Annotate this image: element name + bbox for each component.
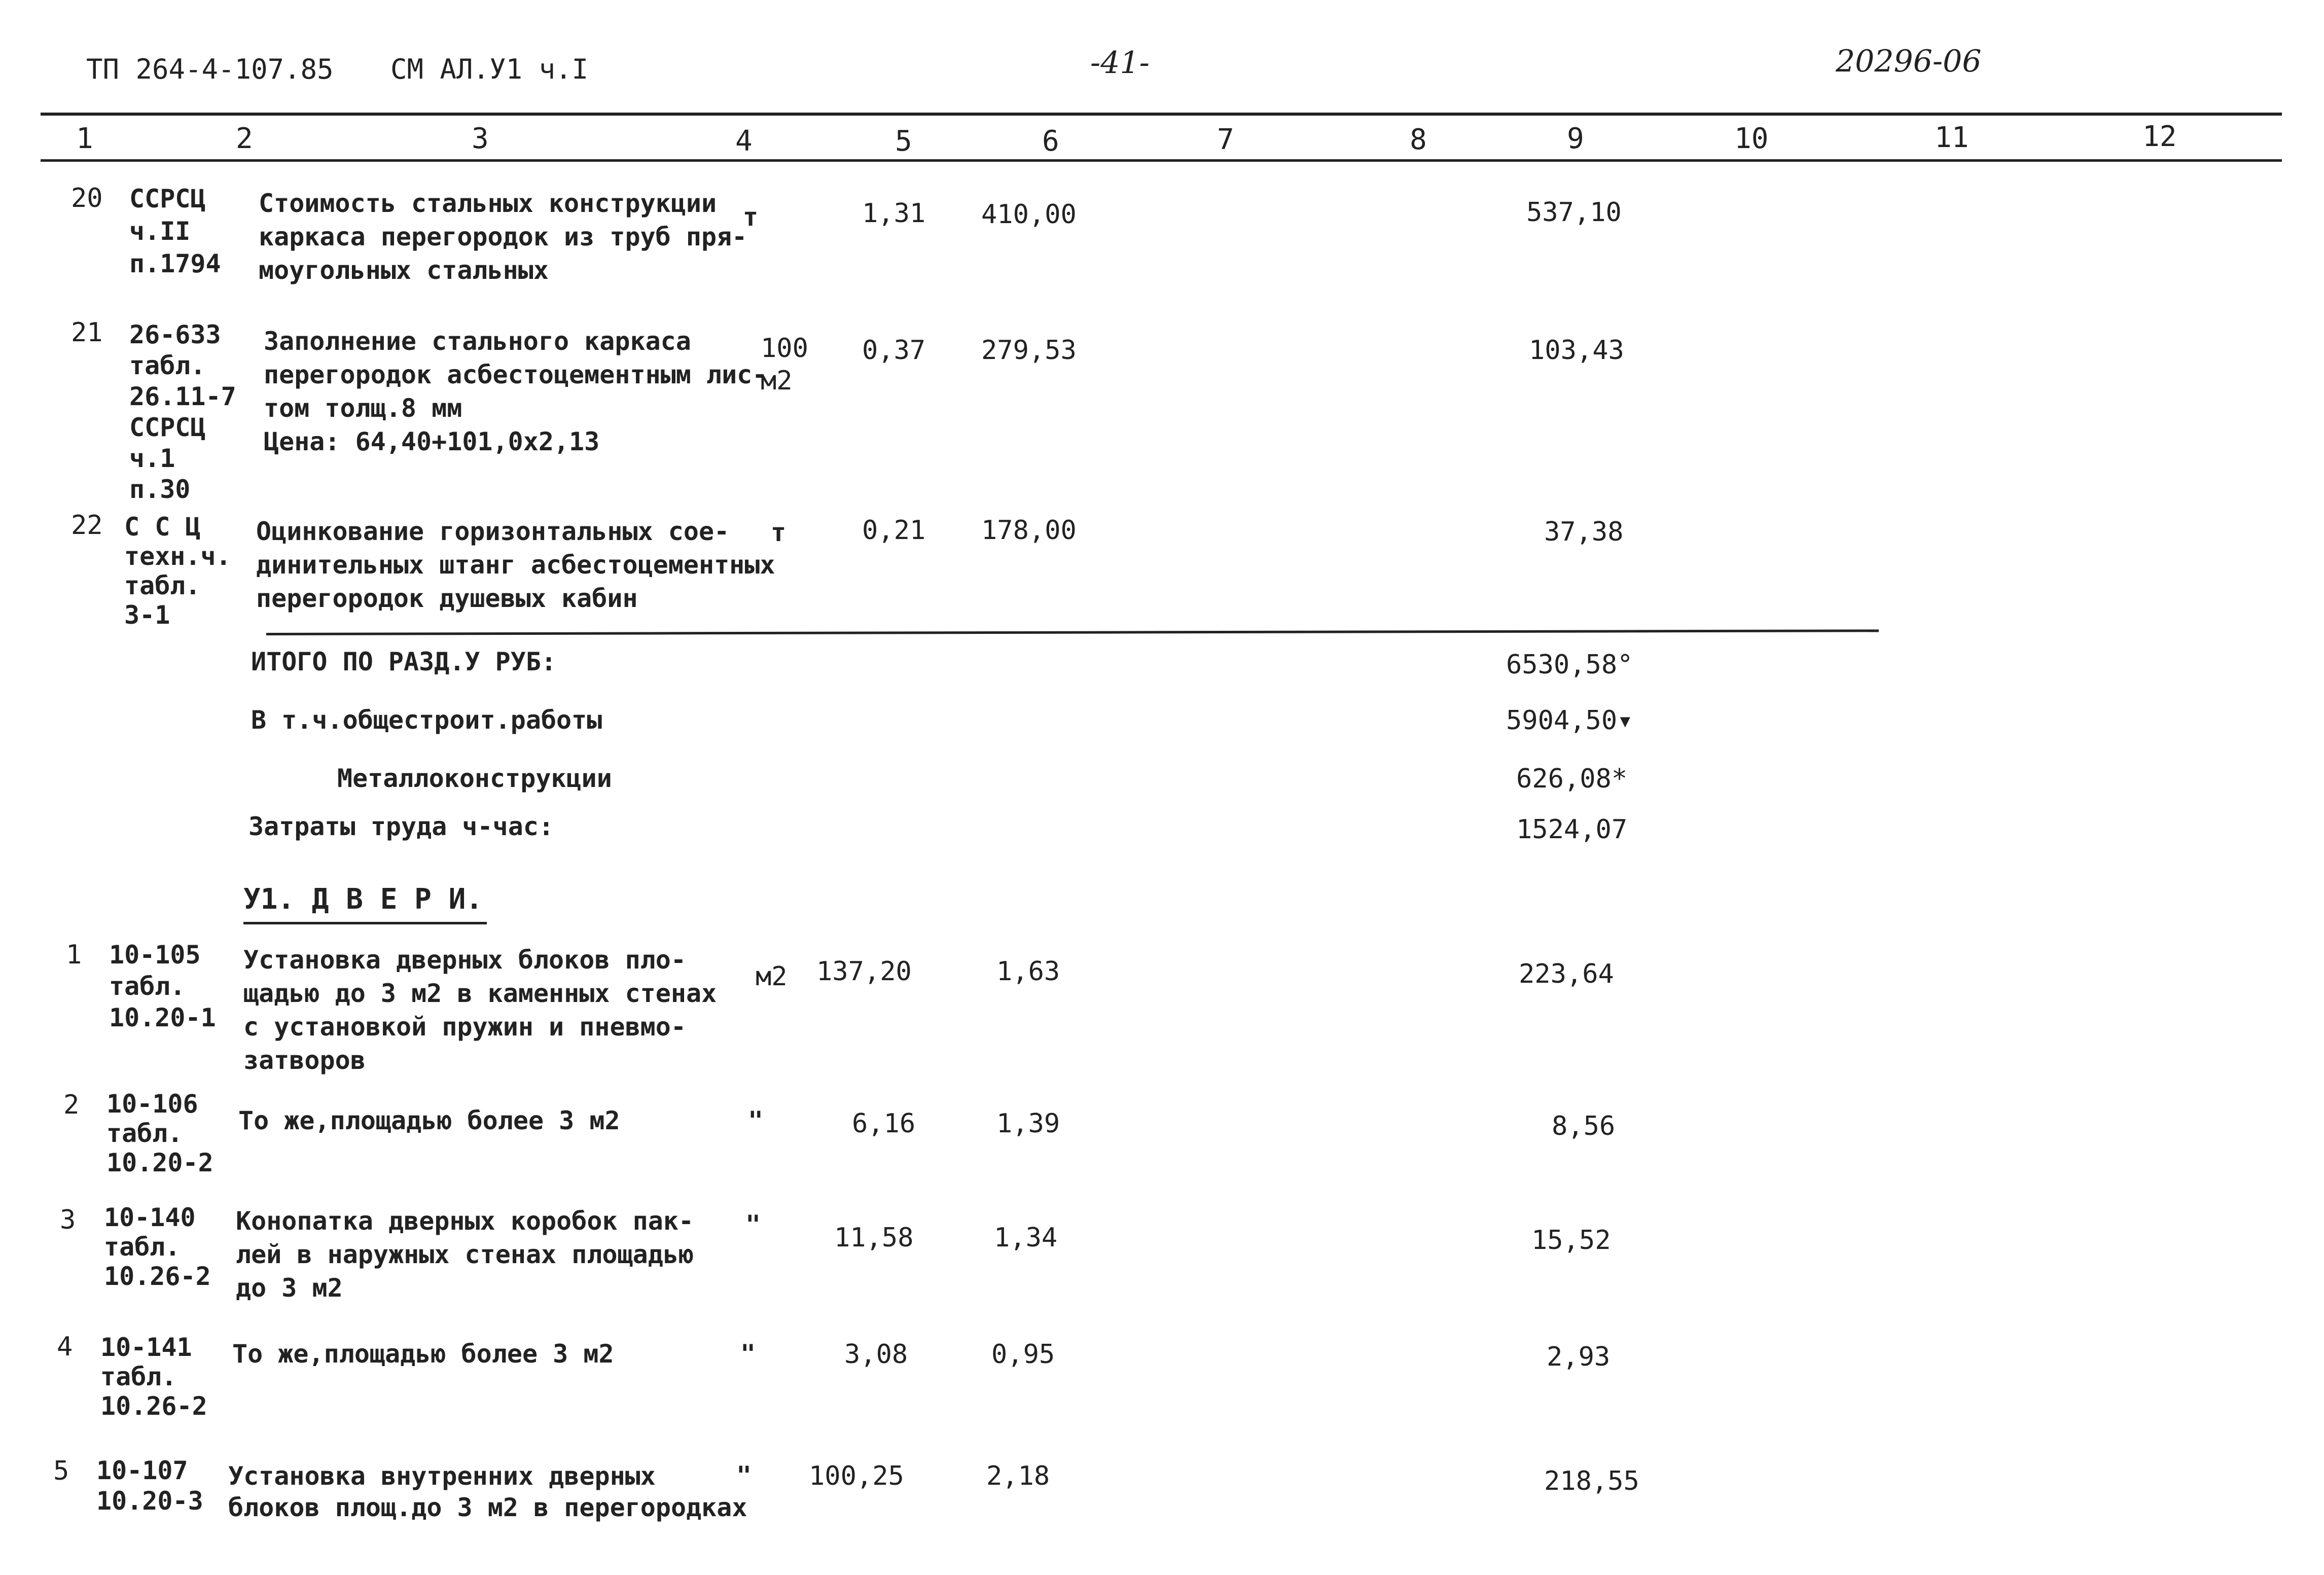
desc-line: То же,площадью более 3 м2 <box>238 1106 620 1135</box>
desc-line: Стоимость стальных конструкции <box>259 189 717 218</box>
desc-line: щадью до 3 м2 в каменных стенах <box>243 979 717 1008</box>
unit-price: 410,00 <box>981 199 1077 230</box>
code-line: ССРСЦ <box>129 184 206 213</box>
unit: т <box>771 518 786 547</box>
column-number: 4 <box>735 125 753 158</box>
row-number: 20 <box>71 183 103 213</box>
total: 37,38 <box>1544 517 1624 547</box>
item-description <box>236 1204 694 1305</box>
code-line: 10.26-2 <box>100 1391 207 1421</box>
code-line: ССРСЦ <box>129 413 206 442</box>
quantity: 11,58 <box>834 1223 914 1253</box>
column-number: 7 <box>1217 123 1234 156</box>
desc-line: затворов <box>243 1046 366 1075</box>
unit: 100 м2 <box>761 333 808 396</box>
desc-line: Конопатка дверных коробок пак- <box>236 1206 694 1236</box>
norm-code <box>124 512 231 630</box>
norm-code <box>109 939 216 1033</box>
summary-label: Металлоконструкции <box>337 764 612 793</box>
section-title: У1. Д В Е Р И. <box>243 883 483 916</box>
code-line: ч.II <box>129 217 191 246</box>
total: 218,55 <box>1544 1466 1639 1496</box>
code-line: 10.20-1 <box>109 1003 216 1032</box>
quantity: 3,08 <box>844 1339 908 1370</box>
row-number: 22 <box>71 510 103 541</box>
item-description <box>256 515 775 615</box>
code-line: табл. <box>109 972 186 1001</box>
row-number: 5 <box>53 1456 69 1486</box>
unit-ditto: " <box>736 1461 752 1490</box>
code-line: 3-1 <box>124 600 170 630</box>
code-line: ч.1 <box>129 444 175 473</box>
quantity: 0,37 <box>862 335 926 366</box>
desc-line: Заполнение стального каркаса <box>264 327 691 356</box>
desc-line: с установкой пружин и пневмо- <box>243 1012 686 1042</box>
unit-price: 279,53 <box>981 335 1077 366</box>
code-line: табл. <box>129 351 206 380</box>
code-line: п.30 <box>129 475 191 504</box>
doc-number: 20296-06 <box>1836 44 1982 79</box>
row-number: 4 <box>57 1332 73 1362</box>
summary-value: 6530,58° <box>1506 650 1633 680</box>
column-number: 8 <box>1410 123 1427 156</box>
total: 103,43 <box>1529 335 1624 366</box>
unit-price: 1,39 <box>996 1108 1060 1139</box>
column-number: 5 <box>895 125 912 158</box>
desc-line: Оцинкование горизонтальных сое- <box>256 517 730 546</box>
quantity: 6,16 <box>852 1108 916 1139</box>
code-line: 10-106 <box>106 1089 198 1119</box>
code-line: 10.26-2 <box>104 1262 211 1291</box>
unit: м2 <box>756 961 788 992</box>
code-line: 26-633 <box>129 320 221 349</box>
column-number: 3 <box>472 122 489 155</box>
norm-code <box>96 1455 203 1516</box>
code-line: 10-140 <box>104 1203 196 1232</box>
desc-line: Цена: 64,40+101,0х2,13 <box>264 427 600 456</box>
code-line: 26.11-7 <box>129 382 236 411</box>
desc-line: моугольных стальных <box>259 256 549 285</box>
quantity: 100,25 <box>809 1461 904 1491</box>
summary-label: ИТОГО ПО РАЗД.У РУБ: <box>251 647 557 676</box>
row-number: 21 <box>71 317 103 348</box>
unit-ditto: " <box>740 1339 756 1369</box>
unit-ditto: " <box>745 1210 761 1239</box>
item-description <box>264 325 767 458</box>
item-description <box>232 1339 614 1369</box>
item-description <box>259 187 747 287</box>
summary-value: 626,08* <box>1516 764 1628 794</box>
desc-line: перегородок асбестоцементным лис- <box>264 360 768 389</box>
page-number: -41- <box>1090 45 1150 81</box>
summary-label: В т.ч.общестроит.работы <box>251 705 602 735</box>
header-bottom-rule <box>41 159 2282 162</box>
unit-price: 2,18 <box>986 1461 1050 1491</box>
unit-price: 0,95 <box>991 1339 1055 1370</box>
unit-price: 1,63 <box>996 956 1060 987</box>
desc-line: перегородок душевых кабин <box>256 584 638 613</box>
code-line: 10-107 <box>96 1456 188 1485</box>
item-description <box>238 1105 620 1136</box>
norm-code <box>104 1203 211 1291</box>
code-line: табл. <box>106 1119 183 1148</box>
row-number: 3 <box>60 1205 76 1235</box>
code-line: С С Ц <box>124 512 201 542</box>
unit-price: 1,34 <box>994 1223 1058 1253</box>
norm-code <box>129 183 221 280</box>
code-line: 10.20-3 <box>96 1486 203 1516</box>
column-number: 6 <box>1042 125 1059 158</box>
desc-line: блоков площ.до 3 м2 в перегородках <box>228 1493 747 1522</box>
total: 8,56 <box>1552 1111 1616 1141</box>
desc-line: каркаса перегородок из труб пря- <box>259 222 747 252</box>
total: 15,52 <box>1531 1225 1611 1256</box>
section-title-underline <box>243 922 487 924</box>
row-number: 2 <box>63 1090 80 1120</box>
norm-code <box>100 1333 207 1421</box>
desc-line: том толщ.8 мм <box>264 393 462 423</box>
code-line: табл. <box>100 1362 177 1391</box>
code-line: техн.ч. <box>124 542 231 571</box>
summary-value: 5904,50▾ <box>1506 705 1633 736</box>
header-top-rule <box>41 113 2282 116</box>
totals-separator <box>266 629 1879 635</box>
column-number: 12 <box>2142 120 2177 153</box>
quantity: 137,20 <box>816 956 912 987</box>
code-line: 10-105 <box>109 940 201 970</box>
unit-price: 178,00 <box>981 515 1077 546</box>
code-line: 10.20-2 <box>106 1148 213 1177</box>
norm-code <box>106 1089 213 1177</box>
column-number: 9 <box>1567 122 1584 155</box>
column-number: 10 <box>1734 122 1769 155</box>
item-description <box>243 943 717 1077</box>
code-line: табл. <box>104 1232 181 1262</box>
total: 223,64 <box>1519 959 1614 989</box>
desc-line: динительных штанг асбестоцементных <box>256 550 775 580</box>
desc-line: до 3 м2 <box>236 1273 343 1303</box>
total: 2,93 <box>1547 1342 1611 1372</box>
desc-line: То же,площадью более 3 м2 <box>232 1339 614 1369</box>
code-line: 10-141 <box>100 1333 192 1362</box>
summary-value: 1524,07 <box>1516 814 1628 845</box>
quantity: 0,21 <box>862 515 926 546</box>
code-line: п.1794 <box>129 249 221 278</box>
total: 537,10 <box>1526 197 1622 228</box>
unit: т <box>743 202 759 232</box>
unit-ditto: " <box>748 1106 764 1135</box>
desc-line: лей в наружных стенах площадью <box>236 1240 694 1269</box>
doc-code: ТП 264-4-107.85 <box>86 53 334 85</box>
column-number: 2 <box>236 122 253 155</box>
item-description <box>228 1460 747 1523</box>
summary-label: Затраты труда ч-час: <box>248 812 554 841</box>
desc-line: Установка внутренних дверных <box>228 1461 656 1491</box>
desc-line: Установка дверных блоков пло- <box>243 945 686 975</box>
column-number: 11 <box>1935 121 1969 154</box>
quantity: 1,31 <box>862 198 926 229</box>
norm-code <box>129 319 236 505</box>
row-number: 1 <box>66 940 82 970</box>
section-code: СМ АЛ.У1 ч.I <box>390 53 589 85</box>
code-line: табл. <box>124 571 201 600</box>
column-number: 1 <box>76 122 93 155</box>
